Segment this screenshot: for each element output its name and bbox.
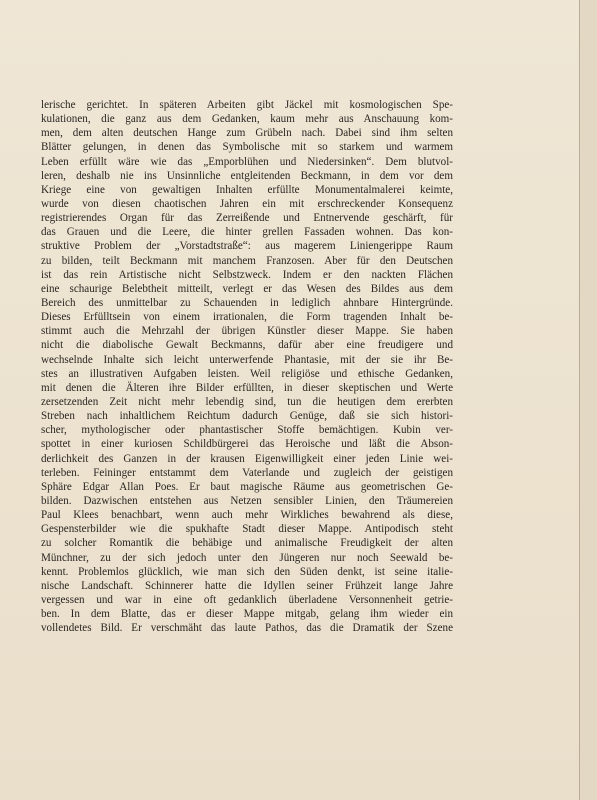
text-line: Streben nach inhaltlichem Reichtum dadurch Genüge, daß sie sich histori- bbox=[41, 410, 453, 423]
text-line: Münchner, zu der sich jedoch unter den Jüngeren nur noch Seewald be- bbox=[41, 551, 453, 564]
text-line: terleben. Feininger entstammt dem Vaterlande und zugleich der geistigen bbox=[41, 466, 453, 479]
text-line: leren, deshalb nie ins Unsinnliche entgleitenden Beckmann, in dem vor dem bbox=[41, 169, 453, 182]
text-line: eine schaurige Belebtheit mitteilt, verlegt er das Wesen des Bildes aus dem bbox=[41, 282, 453, 295]
text-line: Gespensterbilder wie die spukhafte Stadt dieser Mappe. Antipodisch steht bbox=[41, 523, 453, 536]
text-line: Sphäre Edgar Allan Poes. Er baut magische Räume aus geometrischen Ge- bbox=[41, 480, 453, 493]
body-text bbox=[41, 98, 453, 635]
text-line: Leben erfüllt wäre wie das „Emporblühen und Niedersinken“. Dem blutvol- bbox=[41, 155, 453, 168]
text-line: zu solcher Romantik die behäbige und animalische Freudigkeit der alten bbox=[41, 537, 453, 550]
text-line: scher, mythologischer oder phantastischer Stoffe bemächtigen. Kubin ver- bbox=[41, 424, 453, 437]
text-line: men, dem alten deutschen Hange zum Grübeln nach. Dabei sind ihm selten bbox=[41, 127, 453, 140]
text-line: kulationen, die ganz aus dem Gedanken, kaum mehr aus Anschauung kom- bbox=[41, 113, 453, 126]
text-line: wurde von diesen chaotischen Jahren ein mit erschreckender Konsequenz bbox=[41, 197, 453, 210]
text-line: stimmt auch die Mehrzahl der übrigen Künstler dieser Mappe. Sie haben bbox=[41, 325, 453, 338]
text-line: Kriege eine von gewaltigen Inhalten erfüllte Monumentalmalerei keimte, bbox=[41, 183, 453, 196]
text-line: Bereich des unmittelbar zu Schauenden in lediglich ahnbare Hintergründe. bbox=[41, 296, 453, 309]
text-line: zu bilden, teilt Beckmann mit manchem Franzosen. Aber für den Deutschen bbox=[41, 254, 453, 267]
text-line: wechselnde Inhalte sich leicht unterwerfende Phantasie, mit der sie ihr Be- bbox=[41, 353, 453, 366]
page-edge-strip bbox=[580, 0, 597, 800]
text-line: registrierendes Organ für das Zerreißende und Entnervende geschärft, für bbox=[41, 212, 453, 225]
text-line: das Grauen und die Leere, die hinter grellen Fassaden wohnen. Das kon- bbox=[41, 226, 453, 239]
text-line: kennt. Problemlos glücklich, wie man sich den Süden denkt, ist seine italie- bbox=[41, 565, 453, 578]
text-line: ben. In dem Blatte, das er dieser Mappe mitgab, gelang ihm wieder ein bbox=[41, 608, 453, 621]
text-line: bilden. Dazwischen entstehen aus Netzen sensibler Linien, den Träumereien bbox=[41, 494, 453, 507]
text-line: Dieses Erfülltsein von einem irrationalen, die Form tragenden Inhalt be- bbox=[41, 311, 453, 324]
text-line: lerische gerichtet. In späteren Arbeiten gibt Jäckel mit kosmologischen Spe- bbox=[41, 99, 453, 111]
text-line: spottet in einer kuriosen Schildbürgerei das Heroische und läßt die Abson- bbox=[41, 438, 453, 451]
text-line: struktive Problem der „Vorstadtstraße“: aus magerem Liniengerippe Raum bbox=[41, 240, 453, 253]
text-line: mit denen die Älteren ihre Bilder erfüllten, in dieser skeptischen und Werte bbox=[41, 381, 453, 394]
text-line: vollendetes Bild. Er verschmäht das laute Pathos, das die Dramatik der Szene bbox=[41, 622, 453, 635]
text-line: nicht die diabolische Gewalt Beckmanns, dafür aber eine freudigere und bbox=[41, 339, 453, 352]
text-line: ist das rein Artistische nicht Selbstzweck. Indem er den nackten Flächen bbox=[41, 268, 453, 281]
text-line: zersetzenden Zeit nicht mehr lebendig sind, tun die heutigen dem ererbten bbox=[41, 395, 453, 408]
text-line: derlichkeit des Ganzen in der krausen Eigenwilligkeit einer jeden Linie wei- bbox=[41, 452, 453, 465]
text-line: Blätter gelungen, in denen das Symbolische mit so starkem und warmem bbox=[41, 141, 453, 154]
text-line: vergessen und war in eine oft gedanklich überladene Versonnenheit getrie- bbox=[41, 593, 453, 606]
text-line: stes an illustrativen Aufgaben leisten. Weil religiöse und ethische Gedanken, bbox=[41, 367, 453, 380]
text-line: Paul Klees benachbart, wenn auch mehr Wirkliches bewahrend als diese, bbox=[41, 509, 453, 522]
text-line: nische Landschaft. Schinnerer hatte die Idyllen seiner Frühzeit lange Jahre bbox=[41, 579, 453, 592]
